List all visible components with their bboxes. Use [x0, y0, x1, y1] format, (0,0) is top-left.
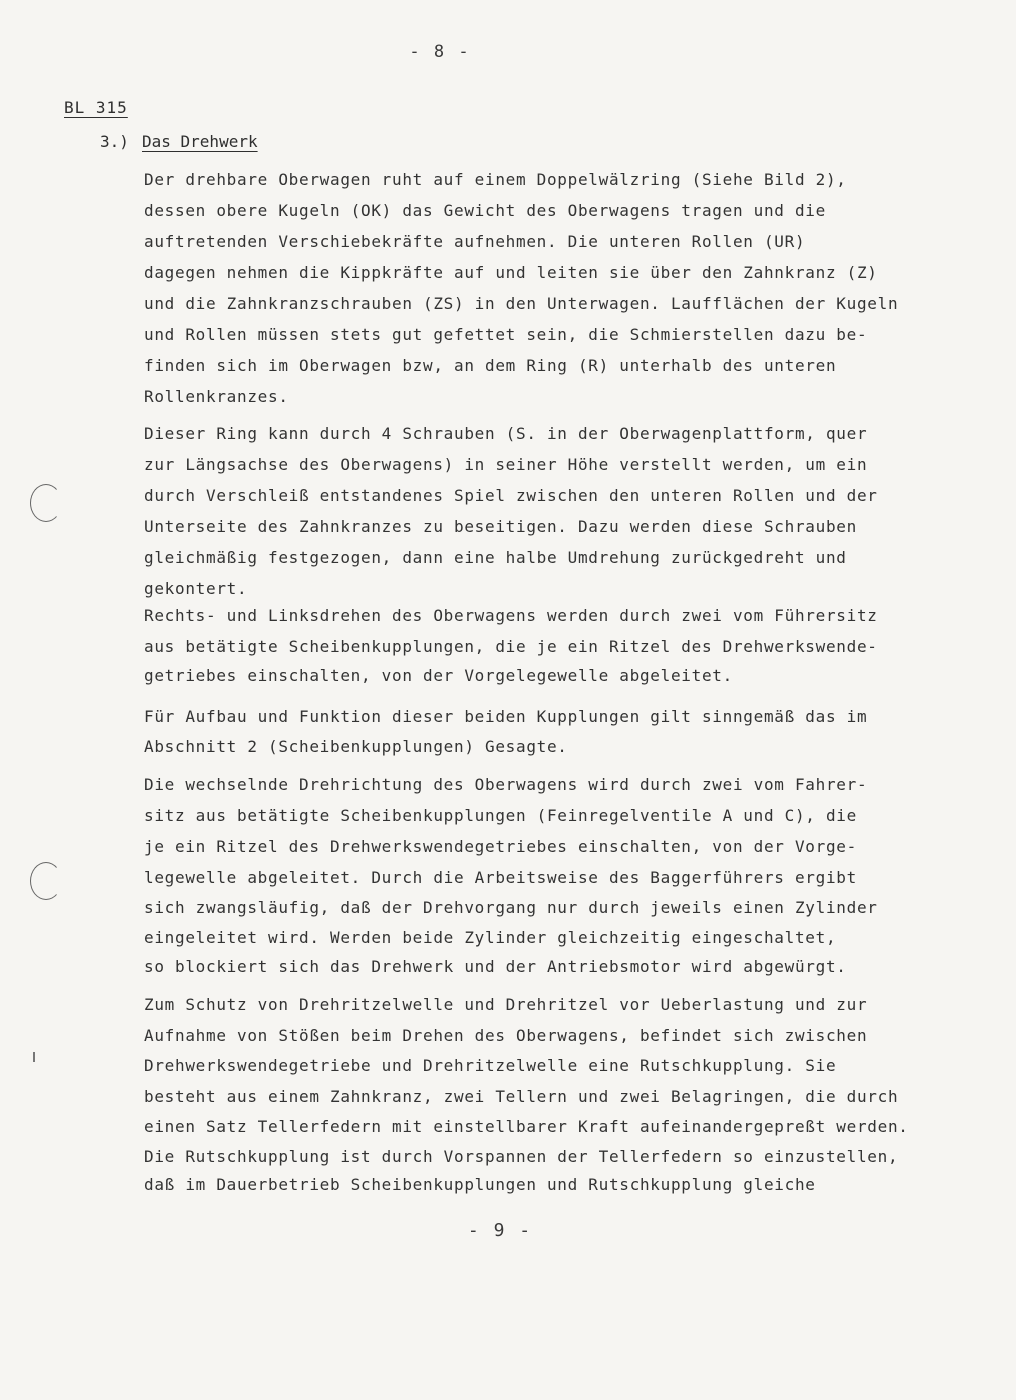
text-line: sich zwangsläufig, daß der Drehvorgang nur durch jeweils einen Zylinder	[144, 898, 878, 917]
punch-hole-icon	[30, 862, 62, 900]
text-line: daß im Dauerbetrieb Scheibenkupplungen und Rutschkupplung gleiche	[144, 1175, 816, 1194]
text-line: Aufnahme von Stößen beim Drehen des Oberwagens, befindet sich zwischen	[144, 1026, 868, 1045]
text-line: Unterseite des Zahnkranzes zu beseitigen. Dazu werden diese Schrauben	[144, 517, 857, 536]
text-line: finden sich im Oberwagen bzw, an dem Ring (R) unterhalb des unteren	[144, 356, 837, 375]
text-line: Rechts- und Linksdrehen des Oberwagens werden durch zwei vom Führersitz	[144, 606, 878, 625]
text-line: zur Längsachse des Oberwagens) in seiner Höhe verstellt werden, um ein	[144, 455, 868, 474]
text-line: und die Zahnkranzschrauben (ZS) in den Unterwagen. Laufflächen der Kugeln	[144, 294, 899, 313]
text-line: Für Aufbau und Funktion dieser beiden Kupplungen gilt sinngemäß das im	[144, 707, 868, 726]
page-number-bottom: - 9 -	[467, 1220, 533, 1241]
margin-mark	[33, 1052, 35, 1062]
text-line: Rollenkranzes.	[144, 387, 289, 406]
text-line: dessen obere Kugeln (OK) das Gewicht des Oberwagens tragen und die	[144, 201, 826, 220]
text-line: Abschnitt 2 (Scheibenkupplungen) Gesagte.	[144, 737, 568, 756]
text-line: auftretenden Verschiebekräfte aufnehmen. Die unteren Rollen (UR)	[144, 232, 806, 251]
text-line: getriebes einschalten, von der Vorgelegewelle abgeleitet.	[144, 666, 733, 685]
section-title: Das Drehwerk	[142, 132, 258, 151]
text-line: Der drehbare Oberwagen ruht auf einem Doppelwälzring (Siehe Bild 2),	[144, 170, 847, 189]
text-line: legewelle abgeleitet. Durch die Arbeitsweise des Baggerführers ergibt	[144, 868, 857, 887]
text-line: durch Verschleiß entstandenes Spiel zwischen den unteren Rollen und der	[144, 486, 878, 505]
text-line: Die wechselnde Drehrichtung des Oberwagens wird durch zwei vom Fahrer-	[144, 775, 868, 794]
text-line: gekontert.	[144, 579, 248, 598]
text-line: aus betätigte Scheibenkupplungen, die je ein Ritzel des Drehwerkswende-	[144, 637, 878, 656]
page-number-top: - 8 -	[409, 42, 471, 62]
text-line: besteht aus einem Zahnkranz, zwei Tellern und zwei Belagringen, die durch	[144, 1087, 899, 1106]
text-line: und Rollen müssen stets gut gefettet sein, die Schmierstellen dazu be-	[144, 325, 868, 344]
text-line: Drehwerkswendegetriebe und Drehritzelwelle eine Rutschkupplung. Sie	[144, 1056, 837, 1075]
text-line: so blockiert sich das Drehwerk und der Antriebsmotor wird abgewürgt.	[144, 957, 847, 976]
text-line: gleichmäßig festgezogen, dann eine halbe Umdrehung zurückgedreht und	[144, 548, 847, 567]
punch-hole-icon	[30, 484, 62, 522]
section-number: 3.)	[100, 132, 129, 151]
text-line: je ein Ritzel des Drehwerkswendegetriebes einschalten, von der Vorge-	[144, 837, 857, 856]
text-line: Zum Schutz von Drehritzelwelle und Drehritzel vor Ueberlastung und zur	[144, 995, 868, 1014]
text-line: Dieser Ring kann durch 4 Schrauben (S. in der Oberwagenplattform, quer	[144, 424, 868, 443]
text-line: einen Satz Tellerfedern mit einstellbarer Kraft aufeinandergepreßt werden.	[144, 1117, 909, 1136]
document-id: BL 315	[64, 98, 128, 117]
text-line: sitz aus betätigte Scheibenkupplungen (Feinregelventile A und C), die	[144, 806, 857, 825]
text-line: eingeleitet wird. Werden beide Zylinder gleichzeitig eingeschaltet,	[144, 928, 837, 947]
text-line: dagegen nehmen die Kippkräfte auf und leiten sie über den Zahnkranz (Z)	[144, 263, 878, 282]
text-line: Die Rutschkupplung ist durch Vorspannen der Tellerfedern so einzustellen,	[144, 1147, 899, 1166]
